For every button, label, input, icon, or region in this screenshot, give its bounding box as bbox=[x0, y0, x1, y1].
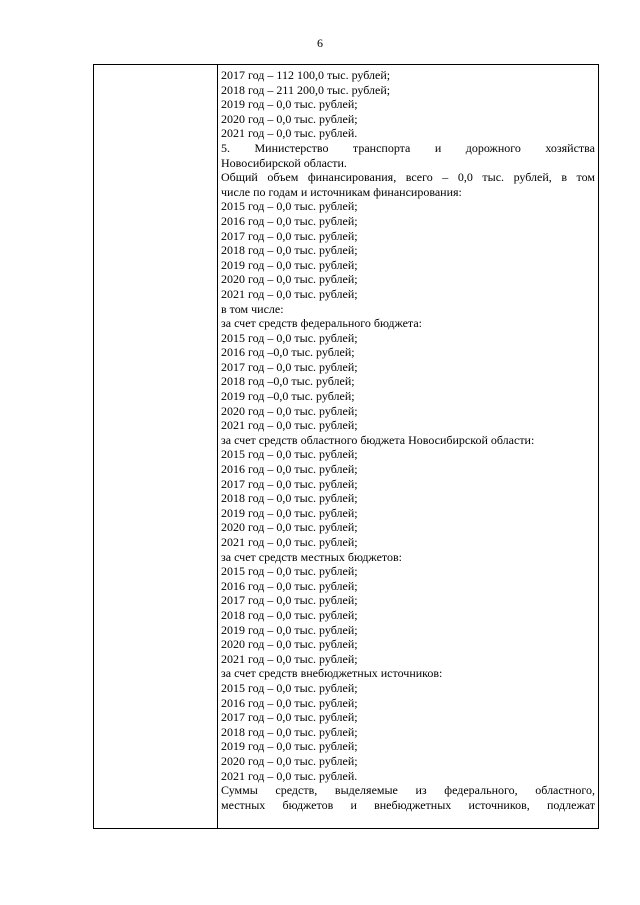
text-line: 2018 год – 0,0 тыс. рублей; bbox=[221, 724, 358, 739]
text-line: 2015 год – 0,0 тыс. рублей; bbox=[221, 330, 358, 345]
text-line: 2019 год – 0,0 тыс. рублей; bbox=[221, 622, 358, 637]
total-financing-line-1: Общий объем финансирования, всего – 0,0 тыс. рублей, в том bbox=[221, 170, 595, 185]
text-line: 2021 год – 0,0 тыс. рублей; bbox=[221, 286, 358, 301]
text-line: 2016 год – 0,0 тыс. рублей; bbox=[221, 578, 358, 593]
text-line: 2021 год – 0,0 тыс. рублей. bbox=[221, 126, 358, 141]
text-line: 2021 год – 0,0 тыс. рублей; bbox=[221, 535, 358, 549]
lines-group-a bbox=[221, 68, 595, 141]
ministry-heading-line-2: Новосибирской области. bbox=[221, 155, 347, 170]
text-line: 2017 год – 0,0 тыс. рублей; bbox=[221, 593, 358, 608]
text-line: 2017 год – 0,0 тыс. рублей; bbox=[221, 710, 358, 725]
text-line: 2016 год – 0,0 тыс. рублей; bbox=[221, 695, 358, 710]
text-line: 2020 год – 0,0 тыс. рублей; bbox=[221, 272, 358, 287]
text-line: за счет средств внебюджетных источников: bbox=[221, 666, 443, 681]
final-paragraph-line-2: местных бюджетов и внебюджетных источников, подлежат bbox=[221, 797, 595, 812]
text-line: 2017 год – 112 100,0 тыс. рублей; bbox=[221, 68, 391, 82]
text-line: 2018 год – 0,0 тыс. рублей; bbox=[221, 491, 358, 506]
text-line: в том числе: bbox=[221, 301, 284, 316]
total-financing-line-2: числе по годам и источникам финансирования: bbox=[221, 184, 462, 199]
text-line: 2016 год –0,0 тыс. рублей; bbox=[221, 345, 355, 360]
text-line: 2017 год – 0,0 тыс. рублей; bbox=[221, 476, 358, 491]
table-right-cell bbox=[218, 65, 598, 828]
final-paragraph-line-1: Суммы средств, выделяемые из федерального, областного, bbox=[221, 783, 595, 798]
page-number: 6 bbox=[317, 36, 323, 50]
text-line: 2020 год – 0,0 тыс. рублей; bbox=[221, 111, 358, 126]
table-left-cell bbox=[94, 65, 218, 828]
text-line: 2019 год – 0,0 тыс. рублей; bbox=[221, 257, 358, 272]
text-line: за счет средств областного бюджета Новосибирской области: bbox=[221, 432, 535, 447]
text-line: 2020 год – 0,0 тыс. рублей; bbox=[221, 403, 358, 418]
text-line: 2017 год – 0,0 тыс. рублей; bbox=[221, 228, 358, 243]
text-line: 2015 год – 0,0 тыс. рублей; bbox=[221, 199, 358, 214]
text-line: 2019 год –0,0 тыс. рублей; bbox=[221, 389, 355, 404]
text-line: 2020 год – 0,0 тыс. рублей; bbox=[221, 637, 358, 652]
text-line: 2019 год – 0,0 тыс. рублей; bbox=[221, 505, 358, 520]
text-line: 2016 год – 0,0 тыс. рублей; bbox=[221, 213, 358, 228]
text-line: 2021 год – 0,0 тыс. рублей; bbox=[221, 418, 358, 433]
text-line: за счет средств федерального бюджета: bbox=[221, 316, 422, 331]
text-line: 2015 год – 0,0 тыс. рублей; bbox=[221, 447, 358, 462]
text-line: 2018 год – 0,0 тыс. рублей; bbox=[221, 607, 358, 622]
text-line: 2018 год – 211 200,0 тыс. рублей; bbox=[221, 82, 391, 97]
text-line: 2015 год – 0,0 тыс. рублей; bbox=[221, 564, 358, 579]
text-line: 2020 год – 0,0 тыс. рублей; bbox=[221, 753, 358, 768]
text-line: за счет средств местных бюджетов: bbox=[221, 549, 402, 564]
text-line: 2020 год – 0,0 тыс. рублей; bbox=[221, 520, 358, 535]
text-line: 2015 год – 0,0 тыс. рублей; bbox=[221, 680, 358, 695]
text-line: 2021 год – 0,0 тыс. рублей. bbox=[221, 768, 358, 783]
text-line: 2018 год – 0,0 тыс. рублей; bbox=[221, 243, 358, 258]
text-line: 2021 год – 0,0 тыс. рублей; bbox=[221, 651, 358, 666]
ministry-heading-line-1: 5. Министерство транспорта и дорожного хозяйства bbox=[221, 140, 595, 155]
lines-group-b bbox=[221, 199, 595, 783]
text-line: 2017 год – 0,0 тыс. рублей; bbox=[221, 359, 358, 374]
text-line: 2018 год –0,0 тыс. рублей; bbox=[221, 374, 355, 389]
text-line: 2019 год – 0,0 тыс. рублей; bbox=[221, 97, 358, 112]
financing-table bbox=[93, 64, 599, 829]
text-line: 2019 год – 0,0 тыс. рублей; bbox=[221, 739, 358, 754]
text-line: 2016 год – 0,0 тыс. рублей; bbox=[221, 462, 358, 477]
